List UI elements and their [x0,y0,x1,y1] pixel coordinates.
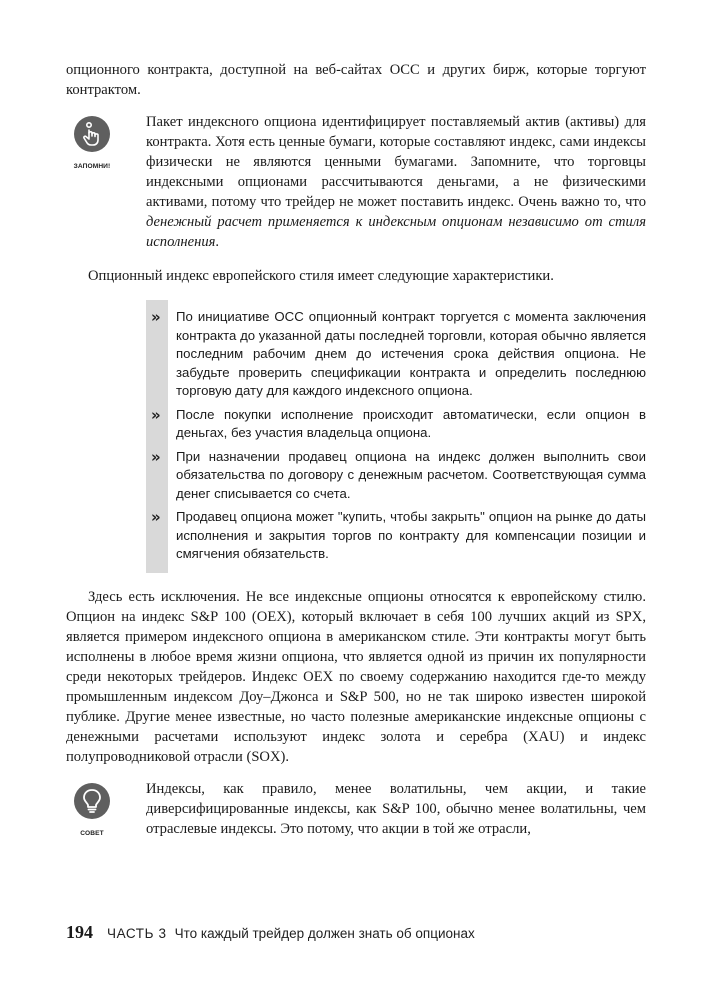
part-label: ЧАСТЬ 3 [107,926,167,941]
chapter-title: Что каждый трейдер должен знать об опционах [174,926,475,941]
characteristics-intro: Опционный индекс европейского стиля имеет следующие характеристики. [88,268,554,284]
tip-icon-label: СОВЕТ [80,829,104,837]
list-item-text: После покупки исполнение происходит автоматически, если опцион в деньгах, без участия владельца опциона. [176,406,646,440]
remember-icon-block [66,116,118,177]
list-item [146,508,646,564]
bullet-mark: » [151,508,161,526]
exceptions-paragraph: Здесь есть исключения. Не все индексные опционы относятся к европейскому стилю. Опцион на индекс S&P 100 (OEX), который включает в себя 100 лучших акций из SPX, является примером индексного опциона в американском стиле. Эти контракты могут быть исполнены в любое время жизни опциона, что является одной из причин их популярности среди некоторых трейдеров. Индекс OEX по своему содержанию находится где-то между промышленным индексом Доу–Джонса и S&P 500, но не так широко известен широкой публике. Другие менее известные, но часто полезные американские индексные опционы с денежными расчетами используют индекс золота и серебра (XAU) и индекс полупроводниковой отрасли (SOX). [66,588,646,765]
remember-text-main: Пакет индексного опциона идентифицирует поставляемый актив (активы) для контракта. Хотя есть ценные бумаги, которые составляют индекс, сами индексы физически не являются ценными бумагами. Запомните, что торговцы индексными опционами рассчитываются деньгами, а не физическими активами, потому что трейдер не может поставить индекс. Очень важно то, что [146,114,646,210]
page-content [66,60,646,839]
page-footer [66,922,475,943]
bullet-mark: » [151,308,161,326]
tip-note-text: Индексы, как правило, менее волатильны, чем акции, и такие диверсифицированные индексы, как S&P 100, обычно менее волатильны, чем отраслевые индексы. Это потому, что акции в той же отрасли, [146,780,646,837]
remember-text-end: . [215,234,220,250]
list-item [146,406,646,443]
bullet-mark: » [151,447,161,466]
list-item-text: По инициативе OCC опционный контракт торгуется с момента заключения контракта до указанной даты последней торговли, которая обычно является последним рабочим днем до истечения срока действия опциона. Не забудьте проверить спецификации контракта и определить последнюю торговую дату для каждого индексного опциона. [176,309,646,398]
list-item-text: Продавец опциона может "купить, чтобы закрыть" опцион на рынке до даты исполнения и закрытия торгов по контракту для компенсации позиции и смягчения обязательств. [176,509,646,561]
list-item [146,308,646,401]
list-item-text: При назначении продавец опциона на индекс должен выполнить свои обязательства по договору с денежным расчетом. Соответствующая сумма денег списывается со счета. [176,448,646,501]
remember-note [66,112,646,252]
list-item [146,448,646,504]
remember-text-emphasis: денежный расчет применяется к индексным опционам независимо от стиля исполнения [146,214,646,250]
remember-icon-label: ЗАПОМНИ! [73,163,111,170]
bullet-mark: » [151,405,161,424]
tip-note [66,779,646,839]
tip-icon-block [66,783,118,844]
page-number: 194 [66,922,93,942]
characteristics-list [146,300,646,573]
lightbulb-icon [74,783,110,819]
remember-note-text [146,112,646,252]
intro-paragraph: опционного контракта, доступной на веб-сайтах OCC и других бирж, которые торгуют контрактом. [66,62,646,98]
pointing-hand-icon [74,116,110,152]
